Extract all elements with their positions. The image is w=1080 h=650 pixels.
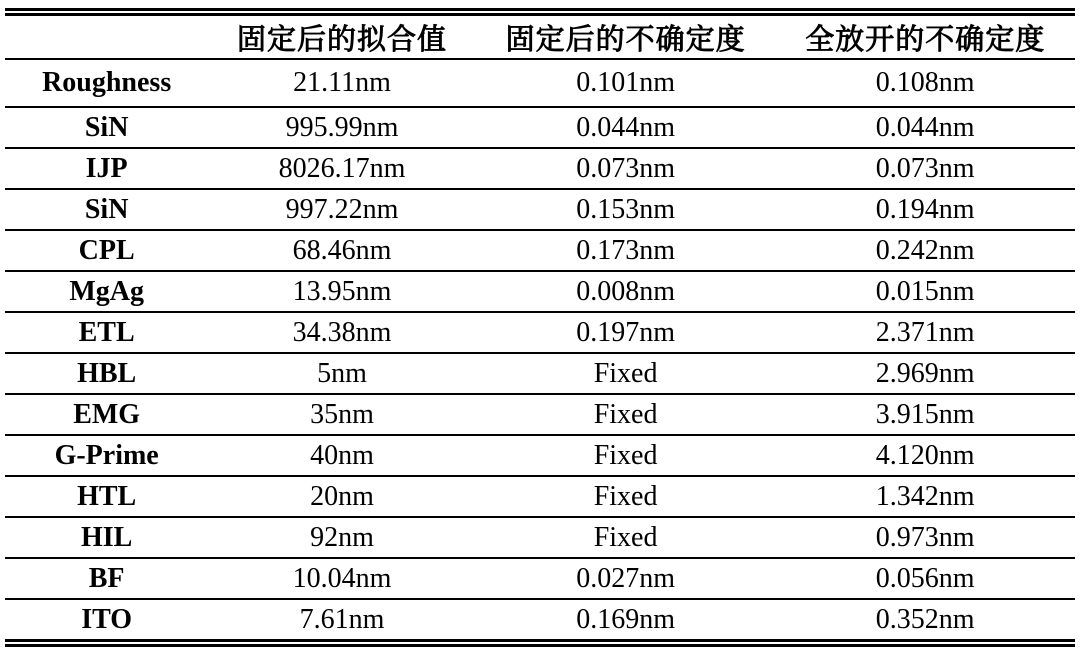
fixed-uncertainty-cell: 0.073nm: [476, 148, 776, 189]
fitted-value-cell: 997.22nm: [208, 189, 476, 230]
layer-label: MgAg: [5, 271, 208, 312]
fixed-uncertainty-cell: 0.044nm: [476, 107, 776, 148]
released-uncertainty-cell: 0.044nm: [775, 107, 1075, 148]
layer-label: HBL: [5, 353, 208, 394]
header-released-uncertainty: 全放开的不确定度: [775, 12, 1075, 59]
released-uncertainty-cell: 0.242nm: [775, 230, 1075, 271]
fitted-value-cell: 995.99nm: [208, 107, 476, 148]
fitted-value-cell: 20nm: [208, 476, 476, 517]
released-uncertainty-cell: 0.352nm: [775, 599, 1075, 643]
table-row: [5, 59, 1075, 107]
layer-label: SiN: [5, 189, 208, 230]
fitted-value-cell: 5nm: [208, 353, 476, 394]
fixed-uncertainty-cell: Fixed: [476, 517, 776, 558]
table-row: [5, 230, 1075, 271]
released-uncertainty-cell: 0.973nm: [775, 517, 1075, 558]
layer-label: BF: [5, 558, 208, 599]
fixed-uncertainty-cell: Fixed: [476, 394, 776, 435]
layer-label: ETL: [5, 312, 208, 353]
table-row: [5, 599, 1075, 643]
fixed-uncertainty-cell: 0.153nm: [476, 189, 776, 230]
released-uncertainty-cell: 2.969nm: [775, 353, 1075, 394]
layer-label: HTL: [5, 476, 208, 517]
fitted-value-cell: 34.38nm: [208, 312, 476, 353]
table-row: [5, 148, 1075, 189]
fixed-uncertainty-cell: Fixed: [476, 476, 776, 517]
layer-label: HIL: [5, 517, 208, 558]
fixed-uncertainty-cell: 0.173nm: [476, 230, 776, 271]
layer-fit-results-table: [5, 8, 1075, 647]
table-row: [5, 558, 1075, 599]
fitted-value-cell: 8026.17nm: [208, 148, 476, 189]
released-uncertainty-cell: 4.120nm: [775, 435, 1075, 476]
header-fixed-uncertainty: 固定后的不确定度: [476, 12, 776, 59]
fixed-uncertainty-cell: Fixed: [476, 353, 776, 394]
header-layer-column: [5, 12, 208, 59]
layer-label: SiN: [5, 107, 208, 148]
table-row: [5, 271, 1075, 312]
layer-label: EMG: [5, 394, 208, 435]
fitted-value-cell: 35nm: [208, 394, 476, 435]
table-row: [5, 312, 1075, 353]
table-row: [5, 189, 1075, 230]
released-uncertainty-cell: 1.342nm: [775, 476, 1075, 517]
released-uncertainty-cell: 0.056nm: [775, 558, 1075, 599]
released-uncertainty-cell: 0.194nm: [775, 189, 1075, 230]
layer-label: IJP: [5, 148, 208, 189]
fitted-value-cell: 10.04nm: [208, 558, 476, 599]
table-row: [5, 517, 1075, 558]
released-uncertainty-cell: 0.015nm: [775, 271, 1075, 312]
layer-label: Roughness: [5, 59, 208, 107]
released-uncertainty-cell: 2.371nm: [775, 312, 1075, 353]
fixed-uncertainty-cell: 0.008nm: [476, 271, 776, 312]
released-uncertainty-cell: 3.915nm: [775, 394, 1075, 435]
table-row: [5, 435, 1075, 476]
fixed-uncertainty-cell: Fixed: [476, 435, 776, 476]
layer-label: CPL: [5, 230, 208, 271]
layer-label: G-Prime: [5, 435, 208, 476]
fixed-uncertainty-cell: 0.101nm: [476, 59, 776, 107]
released-uncertainty-cell: 0.073nm: [775, 148, 1075, 189]
fixed-uncertainty-cell: 0.197nm: [476, 312, 776, 353]
fixed-uncertainty-cell: 0.027nm: [476, 558, 776, 599]
fitted-value-cell: 21.11nm: [208, 59, 476, 107]
layer-label: ITO: [5, 599, 208, 643]
fitted-value-cell: 7.61nm: [208, 599, 476, 643]
fitted-value-cell: 68.46nm: [208, 230, 476, 271]
table-row: [5, 107, 1075, 148]
table-row: [5, 394, 1075, 435]
table-row: [5, 476, 1075, 517]
fitted-value-cell: 92nm: [208, 517, 476, 558]
header-fitted-value: 固定后的拟合值: [208, 12, 476, 59]
table-row: [5, 353, 1075, 394]
fixed-uncertainty-cell: 0.169nm: [476, 599, 776, 643]
header-row: [5, 12, 1075, 59]
fitted-value-cell: 40nm: [208, 435, 476, 476]
fitted-value-cell: 13.95nm: [208, 271, 476, 312]
released-uncertainty-cell: 0.108nm: [775, 59, 1075, 107]
